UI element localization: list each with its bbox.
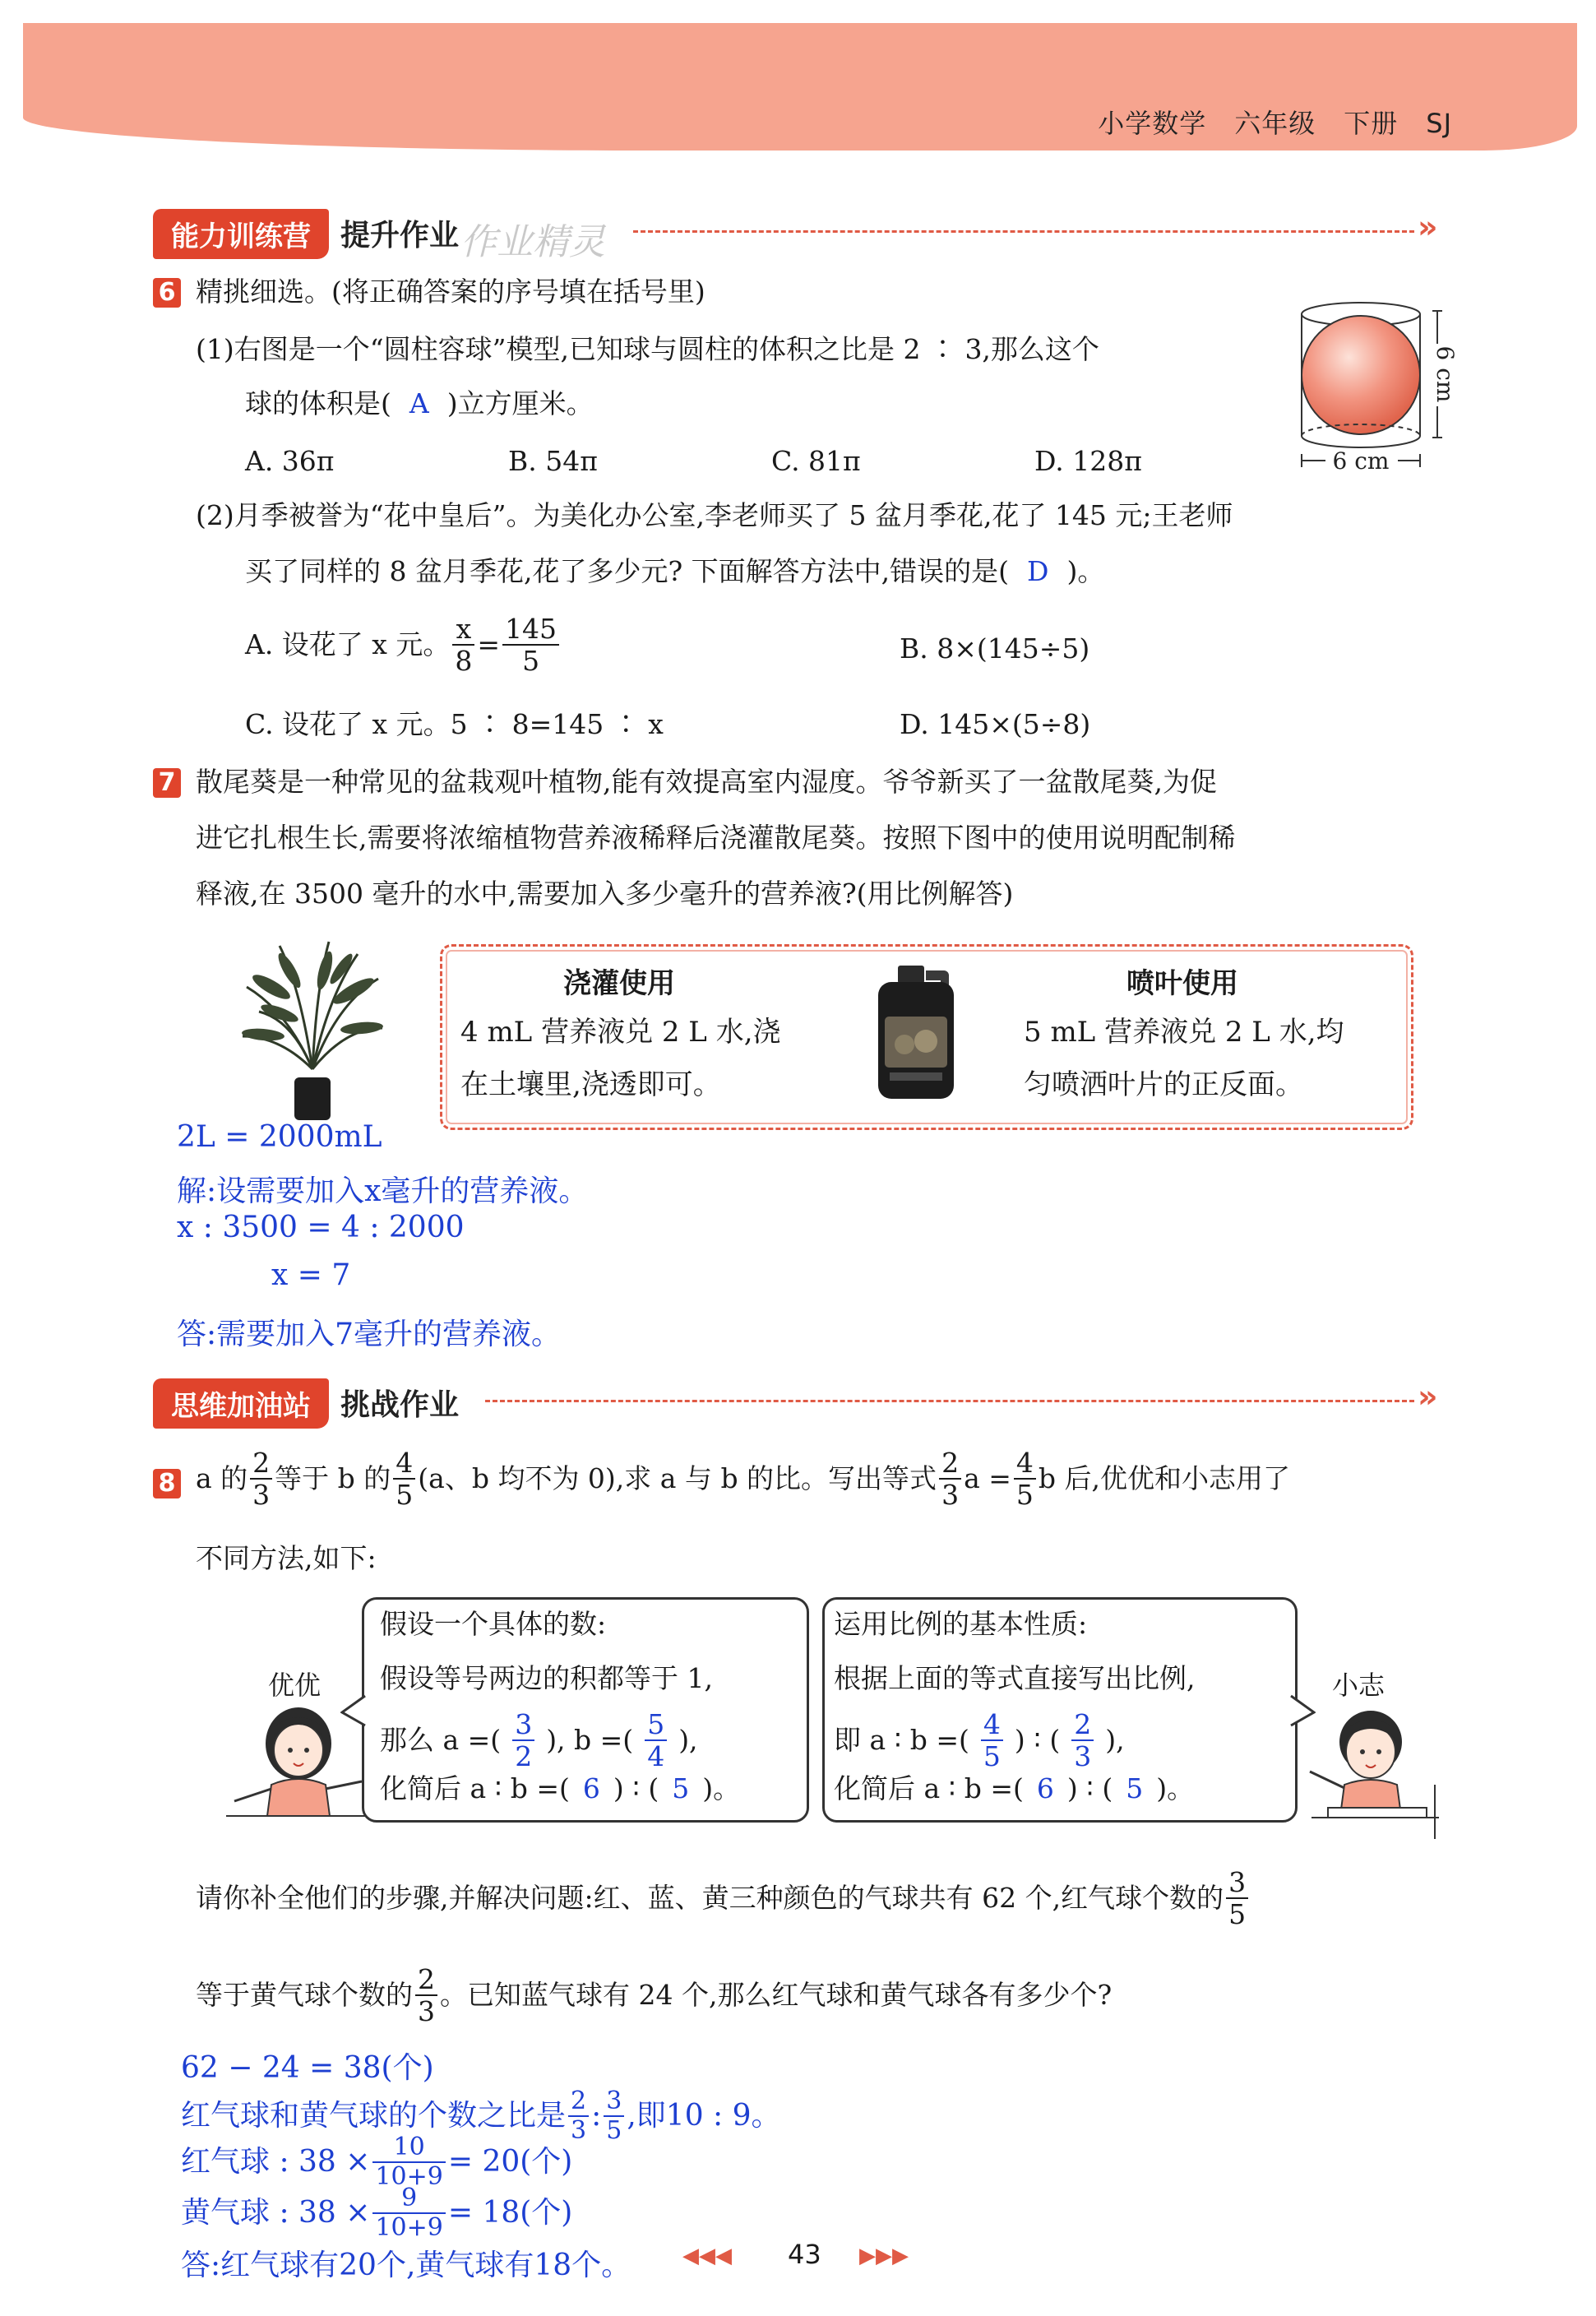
- edition: SJ: [1426, 108, 1452, 139]
- q6-option-d: D. 128π: [1034, 445, 1142, 477]
- q6-option-2b: B. 8×(145÷5): [900, 632, 1090, 665]
- section-subtitle: 提升作业: [340, 219, 460, 252]
- right-arrows-icon: ▶▶▶: [859, 2244, 909, 2268]
- q7-line1: 散尾葵是一种常见的盆栽观叶植物,能有效提高室内湿度。爷爷新买了一盆散尾葵,为促: [196, 766, 1217, 798]
- palm-plant-image: [238, 938, 386, 1127]
- left-bubble-line4: 化简后 a ∶ b =( 6 ) ∶ ( 5 )。: [380, 1772, 741, 1804]
- q7-solution-line4: x = 7: [271, 1258, 351, 1292]
- book-title: [1070, 103, 1452, 141]
- watering-line1: 4 mL 营养液兑 2 L 水,浇: [460, 1016, 781, 1049]
- q6-part1-line2: 球的体积是( A )立方厘米。: [245, 387, 594, 419]
- spraying-title: 喷叶使用: [1126, 967, 1238, 1000]
- q6-option-b: B. 54π: [508, 445, 598, 477]
- right-bubble-line1: 运用比例的基本性质:: [834, 1608, 1088, 1640]
- height-label: 6 cm: [1432, 345, 1459, 403]
- q8-line4: 等于黄气球个数的 $\frac{2}{3}$ 。已知蓝气球有 24 个,那么红气球和黄气球各有多少个?: [196, 1963, 1113, 2027]
- xiaozhi-name: 小志: [1332, 1670, 1386, 1701]
- chevron-right-icon: »: [1418, 209, 1438, 245]
- youyou-name: 优优: [268, 1670, 322, 1701]
- q8-solution-line3: 红气球 : 38 × $\frac{10}{10+9}$ = 20(个): [181, 2133, 573, 2191]
- q8-line1: a 的 $\frac{2}{3}$ 等于 b 的 $\frac{4}{5}$ (a、b 均不为 0),求 a 与 b 的比。写出等式 $\frac{2}{3}$ a = $\frac{4}{5}$ b 后,优优和小志用了: [196, 1447, 1290, 1511]
- section-tag: 思维加油站: [153, 1378, 329, 1429]
- bubble-tail: [340, 1694, 367, 1727]
- q8-solution-line1: 62 − 24 = 38(个): [181, 2051, 434, 2085]
- q6-option-2d: D. 145×(5÷8): [900, 708, 1091, 740]
- q8-line2: 不同方法,如下:: [196, 1542, 377, 1574]
- q6-part1-answer: A: [409, 387, 429, 419]
- left-arrows-icon: ◀◀◀: [682, 2244, 732, 2268]
- q8-solution-line2: 红气球和黄气球的个数之比是 $\frac{2}{3}$ : $\frac{3}{5}$ ,即10 : 9。: [181, 2087, 781, 2145]
- q7-solution-line1: 2L = 2000mL: [177, 1120, 382, 1154]
- question-number: 7: [153, 768, 181, 798]
- q7-line3: 释液,在 3500 毫升的水中,需要加入多少毫升的营养液?(用比例解答): [196, 878, 1014, 910]
- watermark: 作业精灵: [460, 221, 605, 263]
- cylinder-sphere-figure: [1291, 296, 1464, 477]
- watering-title: 浇灌使用: [563, 967, 675, 1000]
- q6-title: 精挑细选。(将正确答案的序号填在括号里): [196, 276, 705, 308]
- spraying-line2: 匀喷洒叶片的正反面。: [1024, 1068, 1303, 1101]
- left-bubble-line3: 那么 a =( $\frac{3}{2}$ ), b =( $\frac{5}{4}$ ),: [380, 1708, 698, 1772]
- q6-option-2a: A. 设花了 x 元。 $\frac{x}{8}$ = $\frac{145}{5}$: [245, 615, 562, 674]
- question-number: 8: [153, 1469, 181, 1498]
- left-bubble-line1: 假设一个具体的数:: [380, 1608, 607, 1640]
- q6-option-2c: C. 设花了 x 元。5 ∶ 8=145 ∶ x: [245, 708, 664, 740]
- spraying-line1: 5 mL 营养液兑 2 L 水,均: [1024, 1016, 1344, 1049]
- q8-solution-line5: 答:红气球有20个,黄气球有18个。: [181, 2249, 631, 2282]
- q6-part1-line1: (1)右图是一个“圆柱容球”模型,已知球与圆柱的体积之比是 2 ∶ 3,那么这个: [196, 333, 1099, 365]
- boy-character-image: [1295, 1702, 1443, 1842]
- subject: 小学数学: [1098, 108, 1207, 139]
- right-bubble-line4: 化简后 a ∶ b =( 6 ) ∶ ( 5 )。: [834, 1772, 1195, 1804]
- q7-solution-line2: 解:设需要加入x毫升的营养液。: [177, 1174, 589, 1208]
- q6-part2-line1: (2)月季被誉为“花中皇后”。为美化办公室,李老师买了 5 盆月季花,花了 145 元;王老师: [196, 499, 1233, 531]
- question-number: 6: [153, 278, 181, 308]
- page-number: 43: [788, 2239, 821, 2270]
- grade: 六年级: [1234, 108, 1316, 139]
- nutrient-bottle-image: [873, 962, 960, 1102]
- q8-solution-line4: 黄气球 : 38 × $\frac{9}{10+9}$ = 18(个): [181, 2184, 573, 2242]
- q6-option-c: C. 81π: [771, 445, 861, 477]
- q6-part2-line2: 买了同样的 8 盆月季花,花了多少元? 下面解答方法中,错误的是( D )。: [245, 555, 1105, 587]
- q7-line2: 进它扎根生长,需要将浓缩植物营养液稀释后浇灌散尾葵。按照下图中的使用说明配制稀: [196, 822, 1236, 854]
- left-bubble-line2: 假设等号两边的积都等于 1,: [380, 1662, 713, 1694]
- q7-solution-line5: 答:需要加入7毫升的营养液。: [177, 1318, 562, 1351]
- section-divider: [633, 230, 1414, 233]
- section-tag: 能力训练营: [153, 209, 329, 259]
- q6-option-a: A. 36π: [245, 445, 335, 477]
- right-bubble-line3: 即 a ∶ b =( $\frac{4}{5}$ ) ∶ ( $\frac{2}{3}$ ),: [834, 1708, 1125, 1772]
- section-divider: [485, 1400, 1414, 1402]
- q8-line3: 请你补全他们的步骤,并解决问题:红、蓝、黄三种颜色的气球共有 62 个,红气球个数的 $\frac{3}{5}$: [196, 1869, 1251, 1928]
- width-label: 6 cm: [1332, 447, 1390, 475]
- right-bubble-line2: 根据上面的等式直接写出比例,: [834, 1662, 1196, 1694]
- volume: 下册: [1344, 108, 1399, 139]
- q7-solution-line3: x : 3500 = 4 : 2000: [177, 1211, 465, 1244]
- watering-line2: 在土壤里,浇透即可。: [460, 1068, 721, 1101]
- section-subtitle: 挑战作业: [340, 1388, 460, 1422]
- chevron-right-icon: »: [1418, 1378, 1438, 1415]
- q6-part2-answer: D: [1027, 555, 1049, 587]
